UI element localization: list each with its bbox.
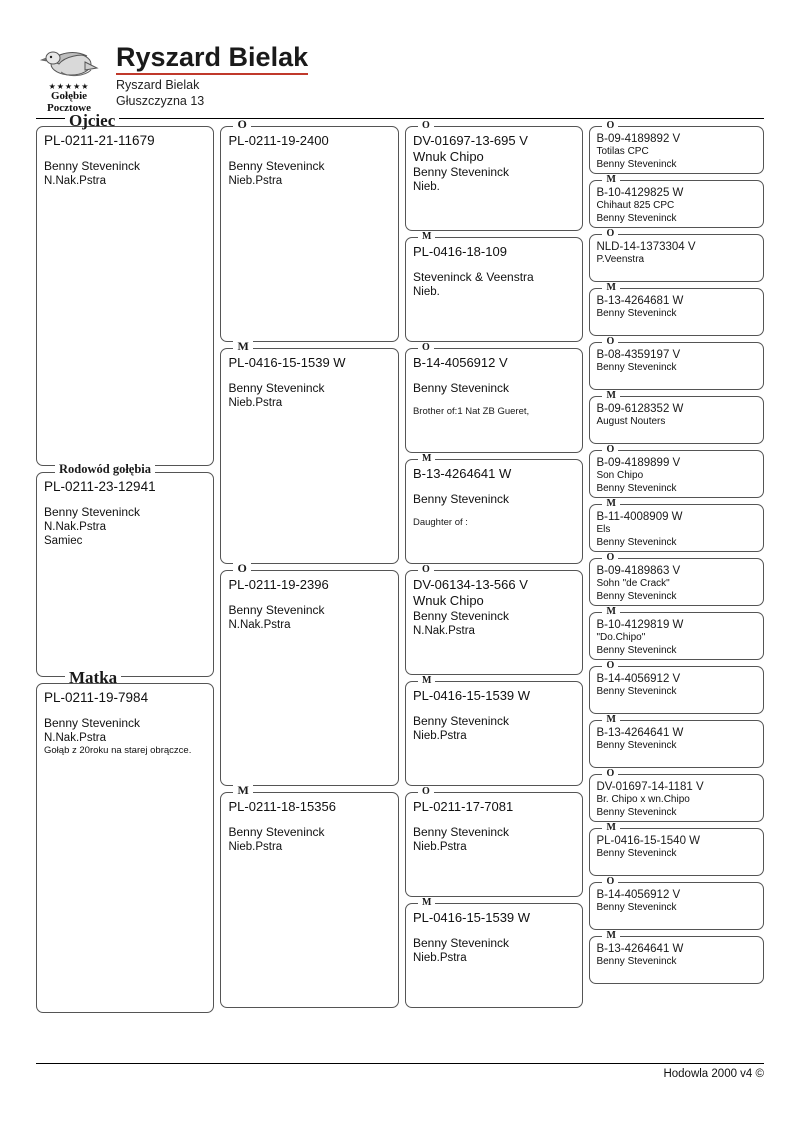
ring-number: NLD-14-1373304 V [596, 241, 696, 253]
breeder-name: Benny Steveninck [596, 308, 677, 319]
box-tag: M [602, 822, 619, 833]
ring-number: B-13-4264681 W [596, 295, 684, 307]
color-note: N.Nak.Pstra [44, 174, 106, 187]
color-note: Nieb.Pstra [228, 840, 283, 853]
breeder-name: Benny Steveninck [596, 644, 677, 656]
box-tag: M [602, 390, 619, 401]
pigeon-name: Totilas CPC [596, 146, 649, 157]
breeder-name: Benny Steveninck [412, 825, 510, 839]
box-tag: Ojciec [65, 115, 119, 126]
breeder-name: Benny Steveninck [596, 740, 677, 751]
pigeon-name: Els [596, 524, 611, 535]
box-tag: M [602, 714, 619, 725]
pedigree-box-gen3-1[interactable] [405, 120, 583, 231]
page-title: Ryszard Bielak [116, 42, 308, 75]
box-tag: O [418, 120, 434, 131]
breeder-name: Benny Steveninck [596, 212, 677, 224]
pedigree-box-father[interactable] [36, 111, 214, 466]
breeder-name: Benny Steveninck [596, 806, 677, 818]
ring-number: PL-0416-15-1539 W [228, 355, 346, 370]
color-note: N.Nak.Pstra [412, 624, 475, 637]
pigeon-name: Chihaut 825 CPC [596, 200, 675, 211]
breeder-name: Benny Steveninck [228, 825, 325, 839]
ring-number: B-14-4056912 V [596, 889, 681, 901]
breeder-name: Steveninck & Veenstra [412, 270, 534, 284]
box-tag: Rodowód gołębia [55, 464, 155, 475]
ring-number: B-11-4008909 W [596, 511, 683, 523]
breeder-name: Benny Steveninck [228, 381, 325, 395]
pedigree-box-gen4-4[interactable] [589, 282, 764, 336]
pedigree-box-gen4-6[interactable] [589, 390, 764, 444]
generation-3-column [405, 120, 583, 1013]
breeder-name: Benny Steveninck [412, 936, 510, 950]
pedigree-box-gen4-13[interactable] [589, 768, 764, 822]
breeder-name: Benny Steveninck [412, 381, 510, 395]
pedigree-box-gen2-3[interactable] [220, 561, 398, 786]
breeder-name: Benny Steveninck [596, 362, 677, 373]
box-tag: M [602, 174, 619, 185]
ring-number: B-13-4264641 W [412, 466, 512, 481]
pedigree-box-mother[interactable] [36, 668, 214, 1013]
generation-1-column [36, 111, 214, 1013]
box-tag: O [418, 564, 434, 575]
generation-4-column [589, 120, 764, 1013]
pedigree-box-gen3-6[interactable] [405, 675, 583, 786]
color-note: Nieb. [412, 180, 440, 193]
box-tag: O [602, 228, 618, 239]
ring-number: B-13-4264641 W [596, 943, 684, 955]
breeder-name: Benny Steveninck [596, 590, 677, 602]
box-tag: O [602, 768, 618, 779]
pedigree-box-gen2-2[interactable] [220, 339, 398, 564]
ring-number: B-09-4189892 V [596, 133, 681, 145]
pigeon-name: Son Chipo [596, 470, 644, 481]
pedigree-box-gen3-7[interactable] [405, 786, 583, 897]
ring-number: DV-06134-13-566 V [412, 577, 528, 592]
ring-number: PL-0211-23-12941 [44, 479, 156, 494]
pedigree-box-gen4-15[interactable] [589, 876, 764, 930]
ring-number: PL-0416-15-1540 W [596, 835, 701, 847]
achievement-note: Daughter of : [412, 516, 468, 528]
pedigree-box-gen3-8[interactable] [405, 897, 583, 1008]
breeder-name: P.Veenstra [596, 254, 645, 265]
pedigree-box-gen3-5[interactable] [405, 564, 583, 675]
breeder-name: Benny Steveninck [596, 686, 677, 697]
ring-number: B-13-4264641 W [596, 727, 684, 739]
color-note: Nieb.Pstra [412, 840, 467, 853]
document-footer [36, 1063, 764, 1080]
ring-number: PL-0416-15-1539 W [412, 688, 531, 703]
pedigree-box-gen4-8[interactable] [589, 498, 764, 552]
ring-number: PL-0416-18-109 [412, 244, 507, 259]
breeder-name: August Nouters [596, 416, 666, 427]
sex-note: Samiec [44, 534, 83, 547]
color-note: Nieb.Pstra [228, 396, 283, 409]
box-tag: O [233, 563, 250, 574]
box-tag: Matka [65, 672, 121, 683]
pedigree-box-gen4-14[interactable] [589, 822, 764, 876]
pedigree-box-gen4-11[interactable] [589, 660, 764, 714]
document-header [36, 40, 764, 119]
ring-number: B-08-4359197 V [596, 349, 681, 361]
ring-number: DV-01697-13-695 V [412, 133, 528, 148]
breeder-name: Benny Steveninck [412, 492, 510, 506]
pedigree-box-gen4-16[interactable] [589, 930, 764, 984]
pedigree-box-gen4-9[interactable] [589, 552, 764, 606]
pigeon-name: Wnuk Chipo [412, 593, 484, 608]
pedigree-box-gen4-7[interactable] [589, 444, 764, 498]
pedigree-box-gen3-2[interactable] [405, 231, 583, 342]
pedigree-box-gen4-10[interactable] [589, 606, 764, 660]
color-note: N.Nak.Pstra [44, 731, 106, 744]
breeder-name: Benny Steveninck [412, 609, 510, 623]
footer-text: Hodowla 2000 v4 © [663, 1068, 764, 1080]
pedigree-box-gen3-4[interactable] [405, 453, 583, 564]
breeder-name: Benny Steveninck [44, 159, 141, 173]
color-note: Nieb.Pstra [412, 951, 467, 964]
breeder-name: Benny Steveninck [412, 165, 510, 179]
breeder-name: Benny Steveninck [596, 482, 677, 494]
box-tag: M [418, 897, 435, 908]
pigeon-name: "Do.Chipo" [596, 632, 646, 643]
color-note: Nieb.Pstra [412, 729, 467, 742]
box-tag: O [602, 336, 618, 347]
pedigree-box-gen4-3[interactable] [589, 228, 764, 282]
color-note: Nieb.Pstra [228, 174, 283, 187]
breeder-name: Benny Steveninck [228, 159, 325, 173]
ring-number: DV-01697-14-1181 V [596, 781, 704, 793]
box-tag: M [602, 282, 619, 293]
breeder-name: Benny Steveninck [596, 902, 677, 913]
logo-line-2: Pocztowe [47, 101, 91, 114]
breeder-name: Benny Steveninck [596, 848, 677, 859]
ring-number: PL-0211-17-7081 [412, 799, 514, 814]
breeder-name: Benny Steveninck [596, 536, 677, 548]
pedigree-tree [36, 111, 764, 1013]
ring-number: B-14-4056912 V [596, 673, 681, 685]
box-tag: M [418, 231, 435, 242]
owner-name: Ryszard Bielak [116, 78, 200, 92]
ring-number: B-09-4189863 V [596, 565, 681, 577]
box-tag: M [602, 606, 619, 617]
pigeon-name: Br. Chipo x wn.Chipo [596, 794, 690, 805]
color-note: N.Nak.Pstra [44, 520, 106, 533]
achievement-note: Brother of:1 Nat ZB Gueret, [412, 405, 530, 417]
pedigree-box-gen4-2[interactable] [589, 174, 764, 228]
box-tag: M [602, 498, 619, 509]
box-tag: O [602, 120, 618, 131]
header-titles [102, 40, 308, 109]
box-tag: M [602, 930, 619, 941]
pedigree-box-gen4-12[interactable] [589, 714, 764, 768]
ring-number: PL-0211-21-11679 [44, 133, 155, 148]
color-note: N.Nak.Pstra [228, 618, 291, 631]
box-tag: O [602, 660, 618, 671]
ring-number: B-10-4129819 W [596, 619, 684, 631]
breeder-name: Benny Steveninck [44, 505, 141, 519]
pigeon-name: Sohn "de Crack" [596, 578, 670, 589]
pedigree-sheet [36, 40, 764, 1013]
pedigree-box-gen3-3[interactable] [405, 342, 583, 453]
ring-number: B-10-4129825 W [596, 187, 684, 199]
breeder-name: Benny Steveninck [228, 603, 325, 617]
ring-number: B-09-6128352 W [596, 403, 684, 415]
ring-number: PL-0211-18-15356 [228, 799, 336, 814]
ring-number: B-14-4056912 V [412, 355, 508, 370]
ring-number: PL-0416-15-1539 W [412, 910, 531, 925]
ring-number: B-09-4189899 V [596, 457, 681, 469]
box-tag: O [602, 552, 618, 563]
box-tag: M [418, 675, 435, 686]
pedigree-box-gen2-4[interactable] [220, 783, 398, 1008]
box-tag: M [418, 453, 435, 464]
owner-address: Głuszczyzna 13 [116, 94, 205, 108]
pigeon-name: Wnuk Chipo [412, 149, 484, 164]
ring-number: PL-0211-19-7984 [44, 690, 149, 705]
box-tag: O [233, 119, 250, 130]
breeder-name: Benny Steveninck [412, 714, 510, 728]
pedigree-box-gen4-5[interactable] [589, 336, 764, 390]
logo-stars: ★★★★★ [48, 82, 90, 91]
remark-note: Gołąb z 20roku na starej obrączce. [44, 744, 192, 756]
logo-line-1: Gołębie [50, 90, 88, 102]
box-tag: O [602, 444, 618, 455]
box-tag: O [602, 876, 618, 887]
color-note: Nieb. [412, 285, 440, 298]
breeder-name: Benny Steveninck [44, 716, 141, 730]
breeder-name: Benny Steveninck [596, 158, 677, 170]
box-tag: M [233, 341, 252, 352]
pigeon-icon [41, 44, 97, 82]
box-tag: O [418, 786, 434, 797]
breeder-logo [36, 40, 102, 114]
box-tag: O [418, 342, 434, 353]
box-tag: M [233, 785, 252, 796]
pedigree-box-gen4-1[interactable] [589, 120, 764, 174]
ring-number: PL-0211-19-2400 [228, 133, 329, 148]
ring-number: PL-0211-19-2396 [228, 577, 329, 592]
generation-2-column [220, 117, 398, 1013]
pedigree-box-subject[interactable] [36, 462, 214, 677]
breeder-name: Benny Steveninck [596, 956, 677, 967]
pedigree-box-gen2-1[interactable] [220, 117, 398, 342]
